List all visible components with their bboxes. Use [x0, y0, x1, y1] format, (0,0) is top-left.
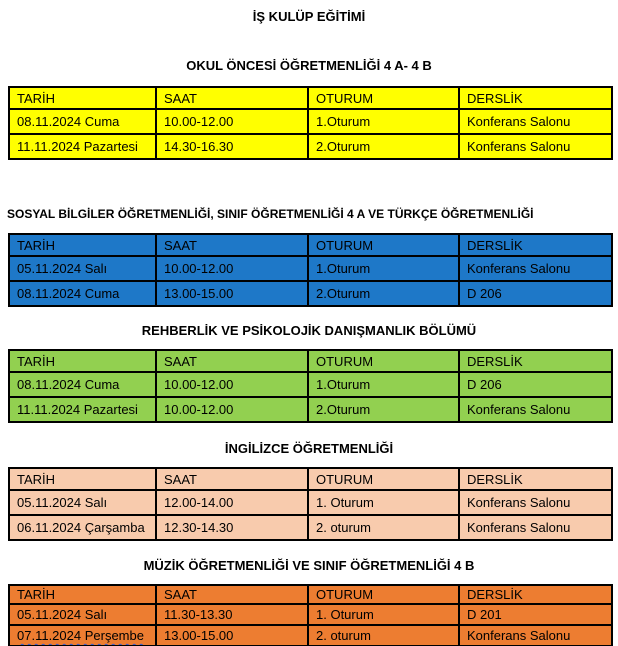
table-cell: 2. oturum: [308, 515, 459, 540]
table-cell: 11.11.2024 Pazartesi: [9, 397, 156, 422]
table-row: [9, 256, 612, 281]
table-header-row: [9, 585, 612, 604]
table-cell-spellcheck: 07.11.2024 Perşembe: [9, 625, 156, 646]
table-cell: 2.Oturum: [308, 134, 459, 159]
table-row: [9, 109, 612, 134]
column-header-derslik: DERSLİK: [459, 468, 612, 490]
column-header-oturum: OTURUM: [308, 468, 459, 490]
table-row: [9, 397, 612, 422]
table-cell: 13.00-15.00: [156, 625, 308, 646]
column-header-derslik: DERSLİK: [459, 87, 612, 109]
table-cell: 1.Oturum: [308, 256, 459, 281]
table-cell: Konferans Salonu: [459, 625, 612, 646]
table-row: [9, 625, 612, 646]
table-row: [9, 604, 612, 625]
table-cell: Konferans Salonu: [459, 256, 612, 281]
column-header-tarih: TARİH: [9, 585, 156, 604]
column-header-tarih: TARİH: [9, 87, 156, 109]
table-header-row: [9, 468, 612, 490]
table-cell: 06.11.2024 Çarşamba: [9, 515, 156, 540]
table-cell: 08.11.2024 Cuma: [9, 281, 156, 306]
table-row: [9, 515, 612, 540]
section-muzik: [0, 558, 618, 646]
column-header-derslik: DERSLİK: [459, 234, 612, 256]
page-title: İŞ KULÜP EĞİTİMİ: [252, 9, 366, 24]
schedule-table: [8, 86, 613, 160]
schedule-table: [8, 349, 613, 423]
table-cell: 2. oturum: [308, 625, 459, 646]
table-cell: Konferans Salonu: [459, 397, 612, 422]
column-header-oturum: OTURUM: [308, 585, 459, 604]
table-row: [9, 372, 612, 397]
column-header-tarih: TARİH: [9, 350, 156, 372]
table-header-row: [9, 234, 612, 256]
table-header-row: [9, 350, 612, 372]
table-cell: 12.00-14.00: [156, 490, 308, 515]
table-cell: D 206: [459, 372, 612, 397]
table-cell: 10.00-12.00: [156, 372, 308, 397]
table-cell: Konferans Salonu: [459, 134, 612, 159]
table-cell: 11.30-13.30: [156, 604, 308, 625]
table-cell: 10.00-12.00: [156, 256, 308, 281]
section-heading: SOSYAL BİLGİLER ÖĞRETMENLİĞİ, SINIF ÖĞRETMENLİĞİ 4 A VE TÜRKÇE ÖĞRETMENLİĞİ: [7, 207, 534, 221]
table-cell: 08.11.2024 Cuma: [9, 372, 156, 397]
section-sosyal-bilgiler: [0, 206, 618, 307]
column-header-saat: SAAT: [156, 585, 308, 604]
table-cell: Konferans Salonu: [459, 490, 612, 515]
schedule-table: [8, 584, 613, 646]
table-cell: Konferans Salonu: [459, 109, 612, 134]
table-row: [9, 281, 612, 306]
table-cell: 05.11.2024 Salı: [9, 604, 156, 625]
column-header-saat: SAAT: [156, 350, 308, 372]
table-cell: 13.00-15.00: [156, 281, 308, 306]
section-okul-oncesi: [0, 58, 618, 160]
table-cell: 1.Oturum: [308, 372, 459, 397]
section-heading: REHBERLİK VE PSİKOLOJİK DANIŞMANLIK BÖLÜMÜ: [141, 323, 477, 338]
table-cell: Konferans Salonu: [459, 515, 612, 540]
table-cell: 2.Oturum: [308, 397, 459, 422]
column-header-oturum: OTURUM: [308, 234, 459, 256]
column-header-oturum: OTURUM: [308, 350, 459, 372]
table-cell: D 206: [459, 281, 612, 306]
table-cell: 10.00-12.00: [156, 397, 308, 422]
table-cell: 11.11.2024 Pazartesi: [9, 134, 156, 159]
table-cell: D 201: [459, 604, 612, 625]
section-heading: İNGİLİZCE ÖĞRETMENLİĞİ: [224, 441, 394, 456]
column-header-saat: SAAT: [156, 468, 308, 490]
section-ingilizce: [0, 441, 618, 541]
table-cell: 1. Oturum: [308, 490, 459, 515]
schedule-table: [8, 467, 613, 541]
column-header-derslik: DERSLİK: [459, 585, 612, 604]
section-rehberlik: [0, 323, 618, 423]
table-cell: 14.30-16.30: [156, 134, 308, 159]
section-heading: MÜZİK ÖĞRETMENLİĞİ VE SINIF ÖĞRETMENLİĞİ 4 B: [143, 558, 475, 573]
table-cell: 05.11.2024 Salı: [9, 256, 156, 281]
column-header-tarih: TARİH: [9, 468, 156, 490]
table-header-row: [9, 87, 612, 109]
table-row: [9, 134, 612, 159]
schedule-table: [8, 233, 613, 307]
table-cell: 08.11.2024 Cuma: [9, 109, 156, 134]
table-cell: 05.11.2024 Salı: [9, 490, 156, 515]
section-heading: OKUL ÖNCESİ ÖĞRETMENLİĞİ 4 A- 4 B: [186, 58, 432, 73]
column-header-saat: SAAT: [156, 87, 308, 109]
table-cell: 12.30-14.30: [156, 515, 308, 540]
table-cell: 1. Oturum: [308, 604, 459, 625]
column-header-saat: SAAT: [156, 234, 308, 256]
column-header-oturum: OTURUM: [308, 87, 459, 109]
column-header-derslik: DERSLİK: [459, 350, 612, 372]
column-header-tarih: TARİH: [9, 234, 156, 256]
table-cell: 1.Oturum: [308, 109, 459, 134]
table-row: [9, 490, 612, 515]
table-cell: 10.00-12.00: [156, 109, 308, 134]
table-cell: 2.Oturum: [308, 281, 459, 306]
